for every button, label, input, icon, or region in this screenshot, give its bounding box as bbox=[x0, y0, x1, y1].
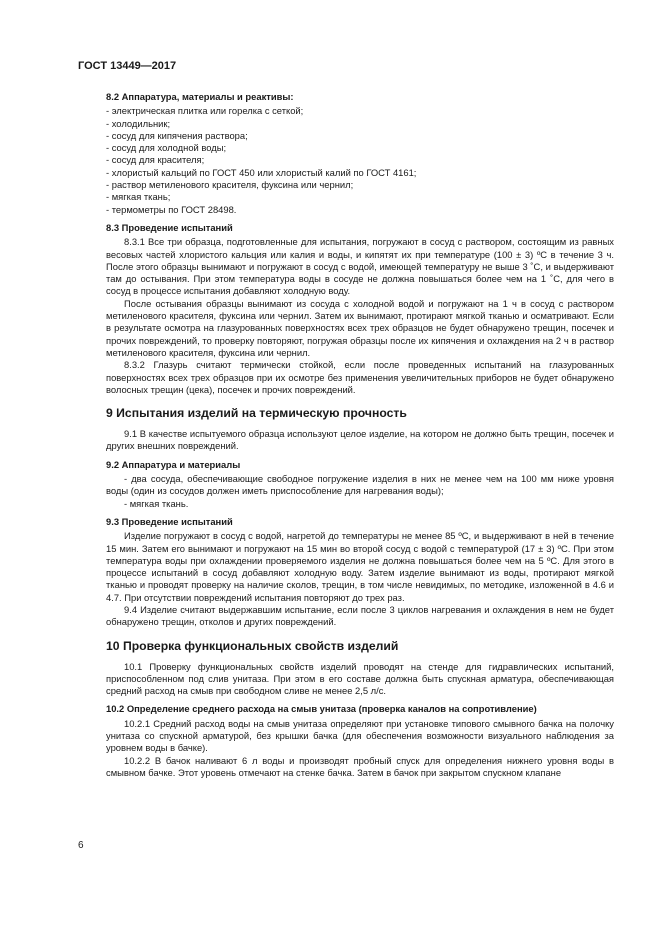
document-body bbox=[106, 91, 614, 779]
section-9-title: 9 Испытания изделий на термическую прочность bbox=[106, 406, 407, 421]
list-item: - хлористый кальций по ГОСТ 450 или хлористый калий по ГОСТ 4161; bbox=[106, 166, 417, 178]
section-8-2-heading: 8.2 Аппаратура, материалы и реактивы: bbox=[106, 91, 294, 102]
list-item: - мягкая ткань. bbox=[124, 497, 189, 509]
list-item: - электрическая плитка или горелка с сеткой; bbox=[106, 105, 304, 117]
section-9-2-heading: 9.2 Аппаратура и материалы bbox=[106, 458, 241, 470]
section-10-2-heading: 10.2 Определение среднего расхода на смыв унитаза (проверка каналов на сопротивление) bbox=[106, 703, 537, 715]
paragraph-10-2-2: 10.2.2 В бачок наливают 6 л воды и производят пробный спуск для определения нижнего уровня воды в смывном бачке. Этот уровень отмечают на стенке бачка. Затем в бачок при закрытом спускном клапане bbox=[106, 754, 614, 778]
paragraph-10-1: 10.1 Проверку функциональных свойств изделий проводят на стенде для гидравлических испытаний, приспособленном под слив унитаза. При этом в его составе должна быть спускная арматура, обеспечивающая средний расход на смыв при свободном сливе не менее 2,5 л/с. bbox=[106, 660, 614, 697]
document-code: ГОСТ 13449—2017 bbox=[78, 60, 177, 72]
section-8-3-heading: 8.3 Проведение испытаний bbox=[106, 221, 233, 233]
page-number: 6 bbox=[78, 840, 84, 851]
list-item: - термометры по ГОСТ 28498. bbox=[106, 203, 237, 215]
list-item: - два сосуда, обеспечивающие свободное погружение изделия в них не менее чем на 100 мм ниже уровня воды (один из сосудов должен иметь приспособление для нагревания воды); bbox=[106, 473, 614, 497]
list-item: - сосуд для красителя; bbox=[106, 154, 205, 166]
list-item: - холодильник; bbox=[106, 117, 171, 129]
paragraph-9-1: 9.1 В качестве испытуемого образца используют целое изделие, на котором не должно быть трещин, посечек и других внешних повреждений. bbox=[106, 428, 614, 452]
paragraph-8-3-1-cont: После остывания образцы вынимают из сосуда с холодной водой и погружают на 1 ч в сосуд с раствором метиленового красителя, фуксина или чернил. Затем их вынимают, протирают мягкой тканью и осматривают. Если в результате осмотра на глазурованных поверхностях всех трех образцов не будет обнаружено трещин, посечек и прочих повреждений, то проверку повторяют, погружая образцы после их кипячения и охлаждения на 2 ч в раствор метиленового красителя, фуксина или чернил. bbox=[106, 297, 614, 358]
paragraph-8-3-1: 8.3.1 Все три образца, подготовленные для испытания, погружают в сосуд с раствором, состоящим из равных весовых частей хлористого кальция или калия и воды, и кипятят их при температуре (100 ± 3) ºС в течение 3 ч. После этого образцы вынимают и погружают в сосуд с водой, имеющей температуру не выше 3 ˚С, и выдерживают там до остывания. При этом температура воды в сосуде не должна повышаться более чем на 1 ˚С, для чего в сосуд в процессе испытания добавляют холодную воду. bbox=[106, 236, 614, 297]
list-item: - сосуд для кипячения раствора; bbox=[106, 129, 248, 141]
list-item: - раствор метиленового красителя, фуксина или чернил; bbox=[106, 179, 354, 191]
list-item: - мягкая ткань; bbox=[106, 191, 171, 203]
section-9-3-heading: 9.3 Проведение испытаний bbox=[106, 515, 233, 527]
paragraph-9-3: Изделие погружают в сосуд с водой, нагретой до температуры не менее 85 ºС, и выдерживают в ней в течение 15 мин. Затем его вынимают и погружают на 15 мин во второй сосуд с водой с температурой (17 ± 3) ºС. При этом температура воды при охлаждении проверяемого изделия не должна повышаться более чем на 5 ºС. Для этого в процессе испытаний в сосуд добавляют холодную воду. Затем изделие вынимают из воды, протирают мягкой тканью и проводят проверку на наличие сколов, трещин, в том числе невидимых, по методике, изложенной в 4.6 и 4.7. При отсутствии повреждений испытания повторяют до трех раз. bbox=[106, 530, 614, 603]
section-10-title: 10 Проверка функциональных свойств изделий bbox=[106, 638, 399, 653]
paragraph-8-3-2: 8.3.2 Глазурь считают термически стойкой, если после проведенных испытаний на глазурованных поверхностях всех трех образцов при их осмотре без применения увеличительных приборов не будет обнаружено волосных трещин (цека), посечек и прочих повреждений. bbox=[106, 359, 614, 395]
paragraph-9-4: 9.4 Изделие считают выдержавшим испытание, если после 3 циклов нагревания и охлаждения в нем не будет обнаружено трещин, отколов и других повреждений. bbox=[106, 603, 614, 628]
list-item: - сосуд для холодной воды; bbox=[106, 142, 227, 154]
paragraph-10-2-1: 10.2.1 Средний расход воды на смыв унитаза определяют при установке типового смывного бачка на полочку унитаза со спускной арматурой, без крышки бачка (для обеспечения возможности визуального наблюдения за уровнем воды в бачке). bbox=[106, 717, 614, 754]
